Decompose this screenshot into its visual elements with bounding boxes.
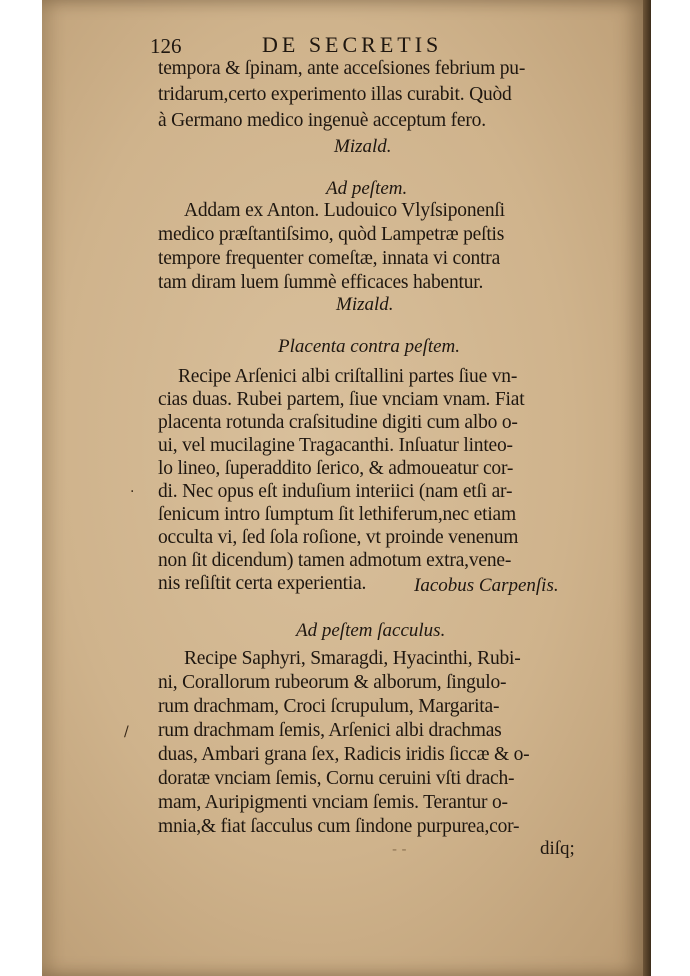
text-line: à Germano medico ingenuè acceptum fero.: [158, 110, 486, 131]
text-line: medico præſtantiſsimo, quòd Lampetræ peſtis: [158, 224, 505, 245]
catchword: diſq;: [540, 838, 575, 859]
text-line: ui, vel mucilagine Tragacanthi. Inſuatur linteo-: [158, 435, 513, 456]
stray-mark: ·: [130, 484, 135, 500]
text-line: mnia,& fiat ſacculus cum ſindone purpurea,cor-: [158, 816, 520, 837]
text-line: rum drachmam, Croci ſcrupulum, Margarita-: [158, 696, 500, 717]
text-line: Recipe Saphyri, Smaragdi, Hyacinthi, Rubi-: [184, 648, 521, 669]
text-line: nis reſiſtit certa experientia.: [158, 573, 367, 594]
signature-iacobus-carpensis: Iacobus Carpenſis.: [414, 575, 559, 596]
text-line: placenta rotunda craſsitudine digiti cum albo o-: [158, 412, 518, 433]
page-number: 126: [150, 34, 182, 58]
text-line: occulta vi, ſed ſola roſione, vt proinde venenum: [158, 527, 519, 548]
section-heading-ad-pestem: Ad peſtem.: [326, 178, 408, 199]
text-line: lo lineo, ſuperaddito ſerico, & admoueatur cor-: [158, 458, 514, 479]
text-line: non ſit dicendum) tamen admotum extra,vene-: [158, 550, 512, 571]
text-line: ſenicum intro ſumptum ſit lethiferum,nec etiam: [158, 504, 516, 525]
stray-mark: /: [124, 724, 129, 740]
section-heading-placenta: Placenta contra peſtem.: [278, 336, 461, 357]
attribution-mizald-1: Mizald.: [334, 136, 392, 157]
running-title: DE SECRETIS: [262, 32, 443, 57]
text-line: ni, Corallorum rubeorum & alborum, ſingulo-: [158, 672, 507, 693]
text-line: duas, Ambari grana ſex, Radicis iridis ſiccæ & o-: [158, 744, 530, 765]
text-line: Recipe Arſenici albi criſtallini partes ſiue vn-: [178, 366, 518, 387]
stray-mark: - -: [392, 842, 407, 858]
text-line: tam diram luem ſummè efficaces habentur.: [158, 272, 484, 293]
text-line: mam, Auripigmenti vnciam ſemis. Terantur o-: [158, 792, 508, 813]
text-line: tempora & ſpinam, ante acceſsiones febrium pu-: [158, 58, 526, 79]
text-line: Addam ex Anton. Ludouico Vlyſsiponenſi: [184, 200, 505, 221]
text-line: di. Nec opus eſt induſium interiici (nam etſi ar-: [158, 481, 513, 502]
text-line: tridarum,certo experimento illas curabit. Quòd: [158, 84, 512, 105]
section-heading-sacculus: Ad peſtem ſacculus.: [296, 620, 446, 641]
text-line: doratæ vnciam ſemis, Cornu ceruini vſti drach-: [158, 768, 515, 789]
text-line: rum drachmam ſemis, Arſenici albi drachmas: [158, 720, 502, 741]
text-line: cias duas. Rubei partem, ſiue vnciam vnam. Fiat: [158, 389, 525, 410]
attribution-mizald-2: Mizald.: [336, 294, 394, 315]
text-line: tempore frequenter comeſtæ, innata vi contra: [158, 248, 501, 269]
page-edge-shadow: [643, 0, 651, 976]
